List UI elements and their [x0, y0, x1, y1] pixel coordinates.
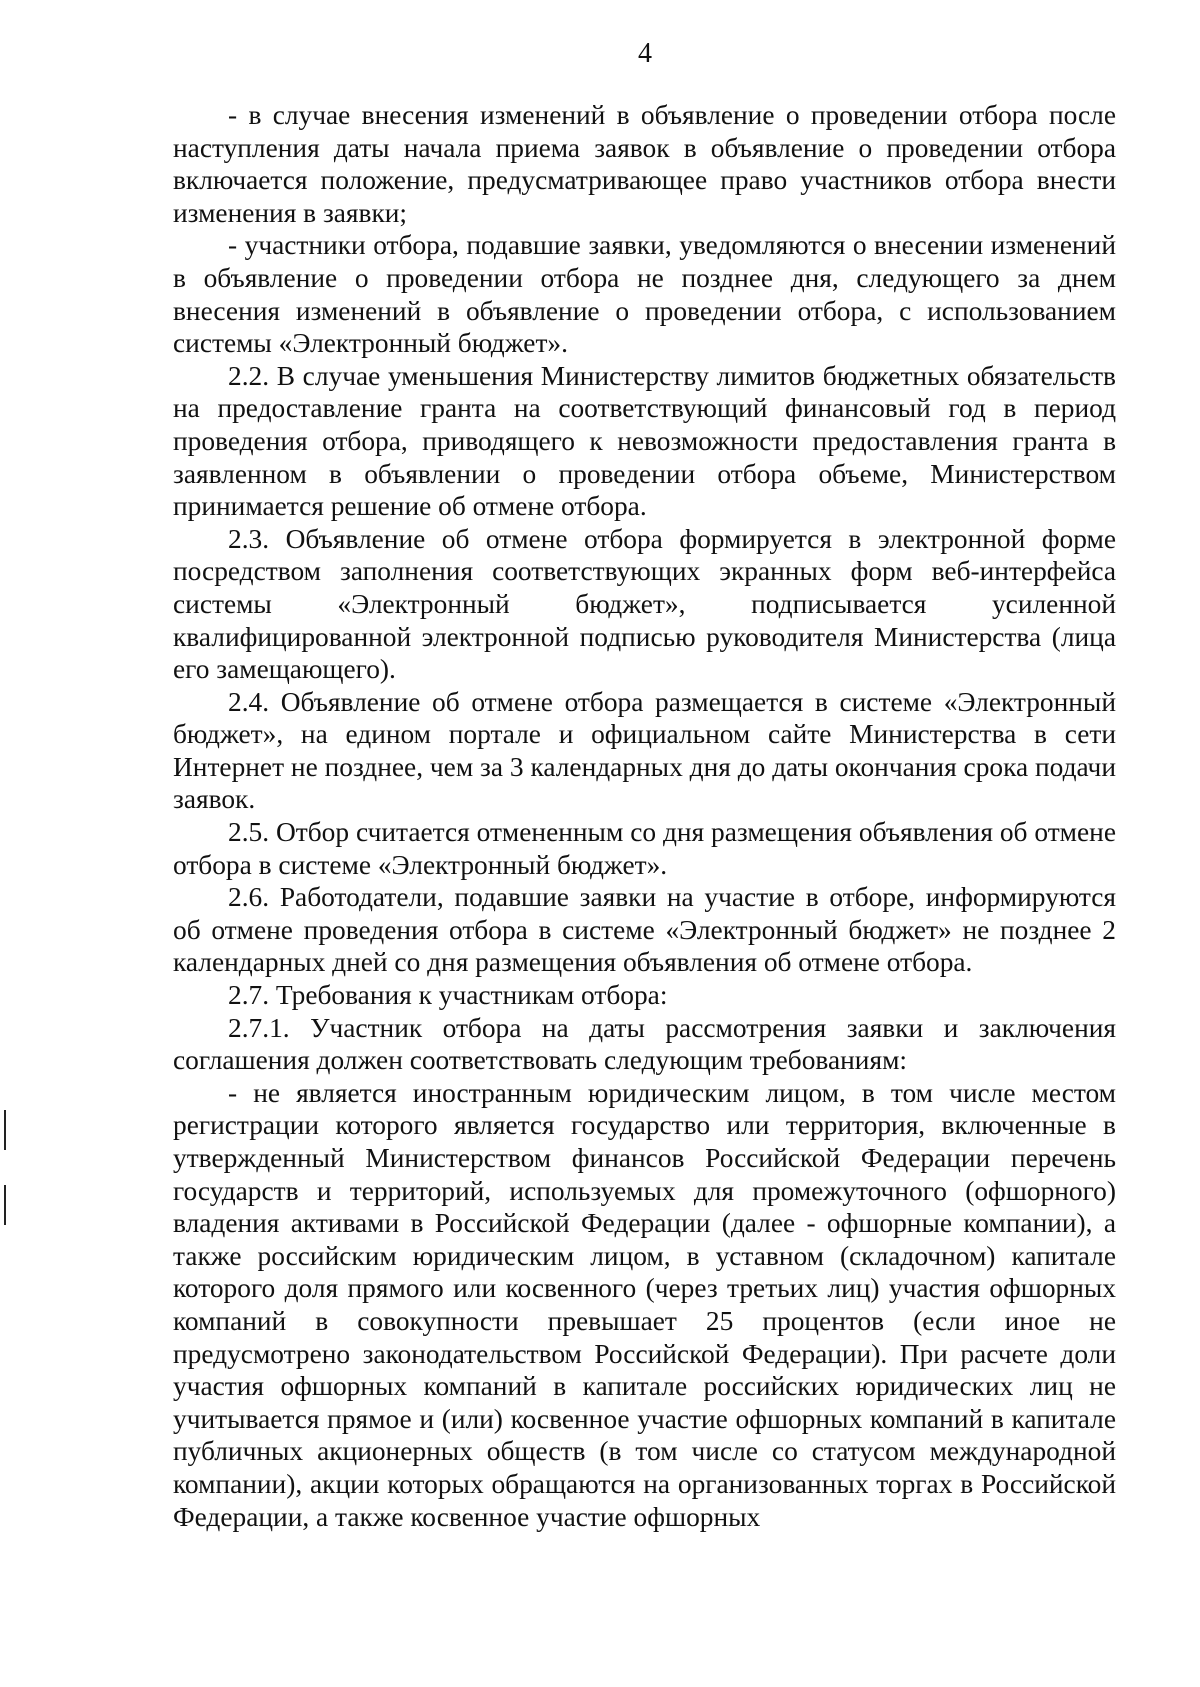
page-number: 4 — [638, 38, 652, 69]
paragraph-2-7-1: 2.7.1. Участник отбора на даты рассмотрения заявки и заключения соглашения должен соответствовать следующим требованиям: — [173, 1012, 1116, 1076]
paragraph-2-4: 2.4. Объявление об отмене отбора размещается в системе «Электронный бюджет», на едином портале и официальном сайте Министерства в сети Интернет не позднее, чем за 3 календарных дня до даты окончания срока подачи заявок. — [173, 686, 1116, 815]
margin-scan-mark — [4, 1185, 6, 1225]
margin-scan-mark — [4, 1110, 6, 1150]
document-body — [173, 99, 1116, 1533]
paragraph-2-2: 2.2. В случае уменьшения Министерству лимитов бюджетных обязательств на предоставление гранта на соответствующий финансовый год в период проведения отбора, приводящего к невозможности предоставления гранта в заявленном в объявлении о проведении отбора объеме, Министерством принимается решение об отмене отбора. — [173, 360, 1116, 522]
paragraph-2-6: 2.6. Работодатели, подавшие заявки на участие в отборе, информируются об отмене проведения отбора в системе «Электронный бюджет» не позднее 2 календарных дней со дня размещения объявления об отмене отбора. — [173, 882, 1116, 978]
paragraph-offshore-requirement: - не является иностранным юридическим лицом, в том числе местом регистрации которого является государство или территория, включенные в утвержденный Министерством финансов Российской Федерации перечень государств и территорий, используемых для промежуточного (офшорного) владения активами в Российской Федерации (далее - офшорные компании), а также российским юридическим лицом, в уставном (складочном) капитале которого доля прямого или косвенного (через третьих лиц) участия офшорных компаний в совокупности превышает 25 процентов (если иное не предусмотрено законодательством Российской Федерации). При расчете доли участия офшорных компаний в капитале российских юридических лиц не учитывается прямое и (или) косвенное участие офшорных компаний в капитале публичных акционерных обществ (в том числе со статусом международной компании), акции которых обращаются на организованных торгах в Российской Федерации, а также косвенное участие офшорных — [173, 1077, 1116, 1532]
paragraph-changes-in-announcement: - в случае внесения изменений в объявление о проведении отбора после наступления даты начала приема заявок в объявление о проведении отбора включается положение, предусматривающее право участников отбора внести изменения в заявки; — [173, 100, 1116, 228]
paragraph-2-3: 2.3. Объявление об отмене отбора формируется в электронной форме посредством заполнения соответствующих экранных форм веб-интерфейса системы «Электронный бюджет», подписывается усиленной квалифицированной электронной подписью руководителя Министерства (лица его замещающего). — [173, 523, 1116, 685]
paragraph-participants-notified: - участники отбора, подавшие заявки, уведомляются о внесении изменений в объявление о проведении отбора не позднее дня, следующего за днем внесения изменений в объявление о проведении отбора, с использованием системы «Электронный бюджет». — [173, 230, 1116, 359]
paragraph-2-5: 2.5. Отбор считается отмененным со дня размещения объявления об отмене отбора в системе «Электронный бюджет». — [173, 817, 1116, 880]
paragraph-2-7: 2.7. Требования к участникам отбора: — [228, 980, 668, 1011]
